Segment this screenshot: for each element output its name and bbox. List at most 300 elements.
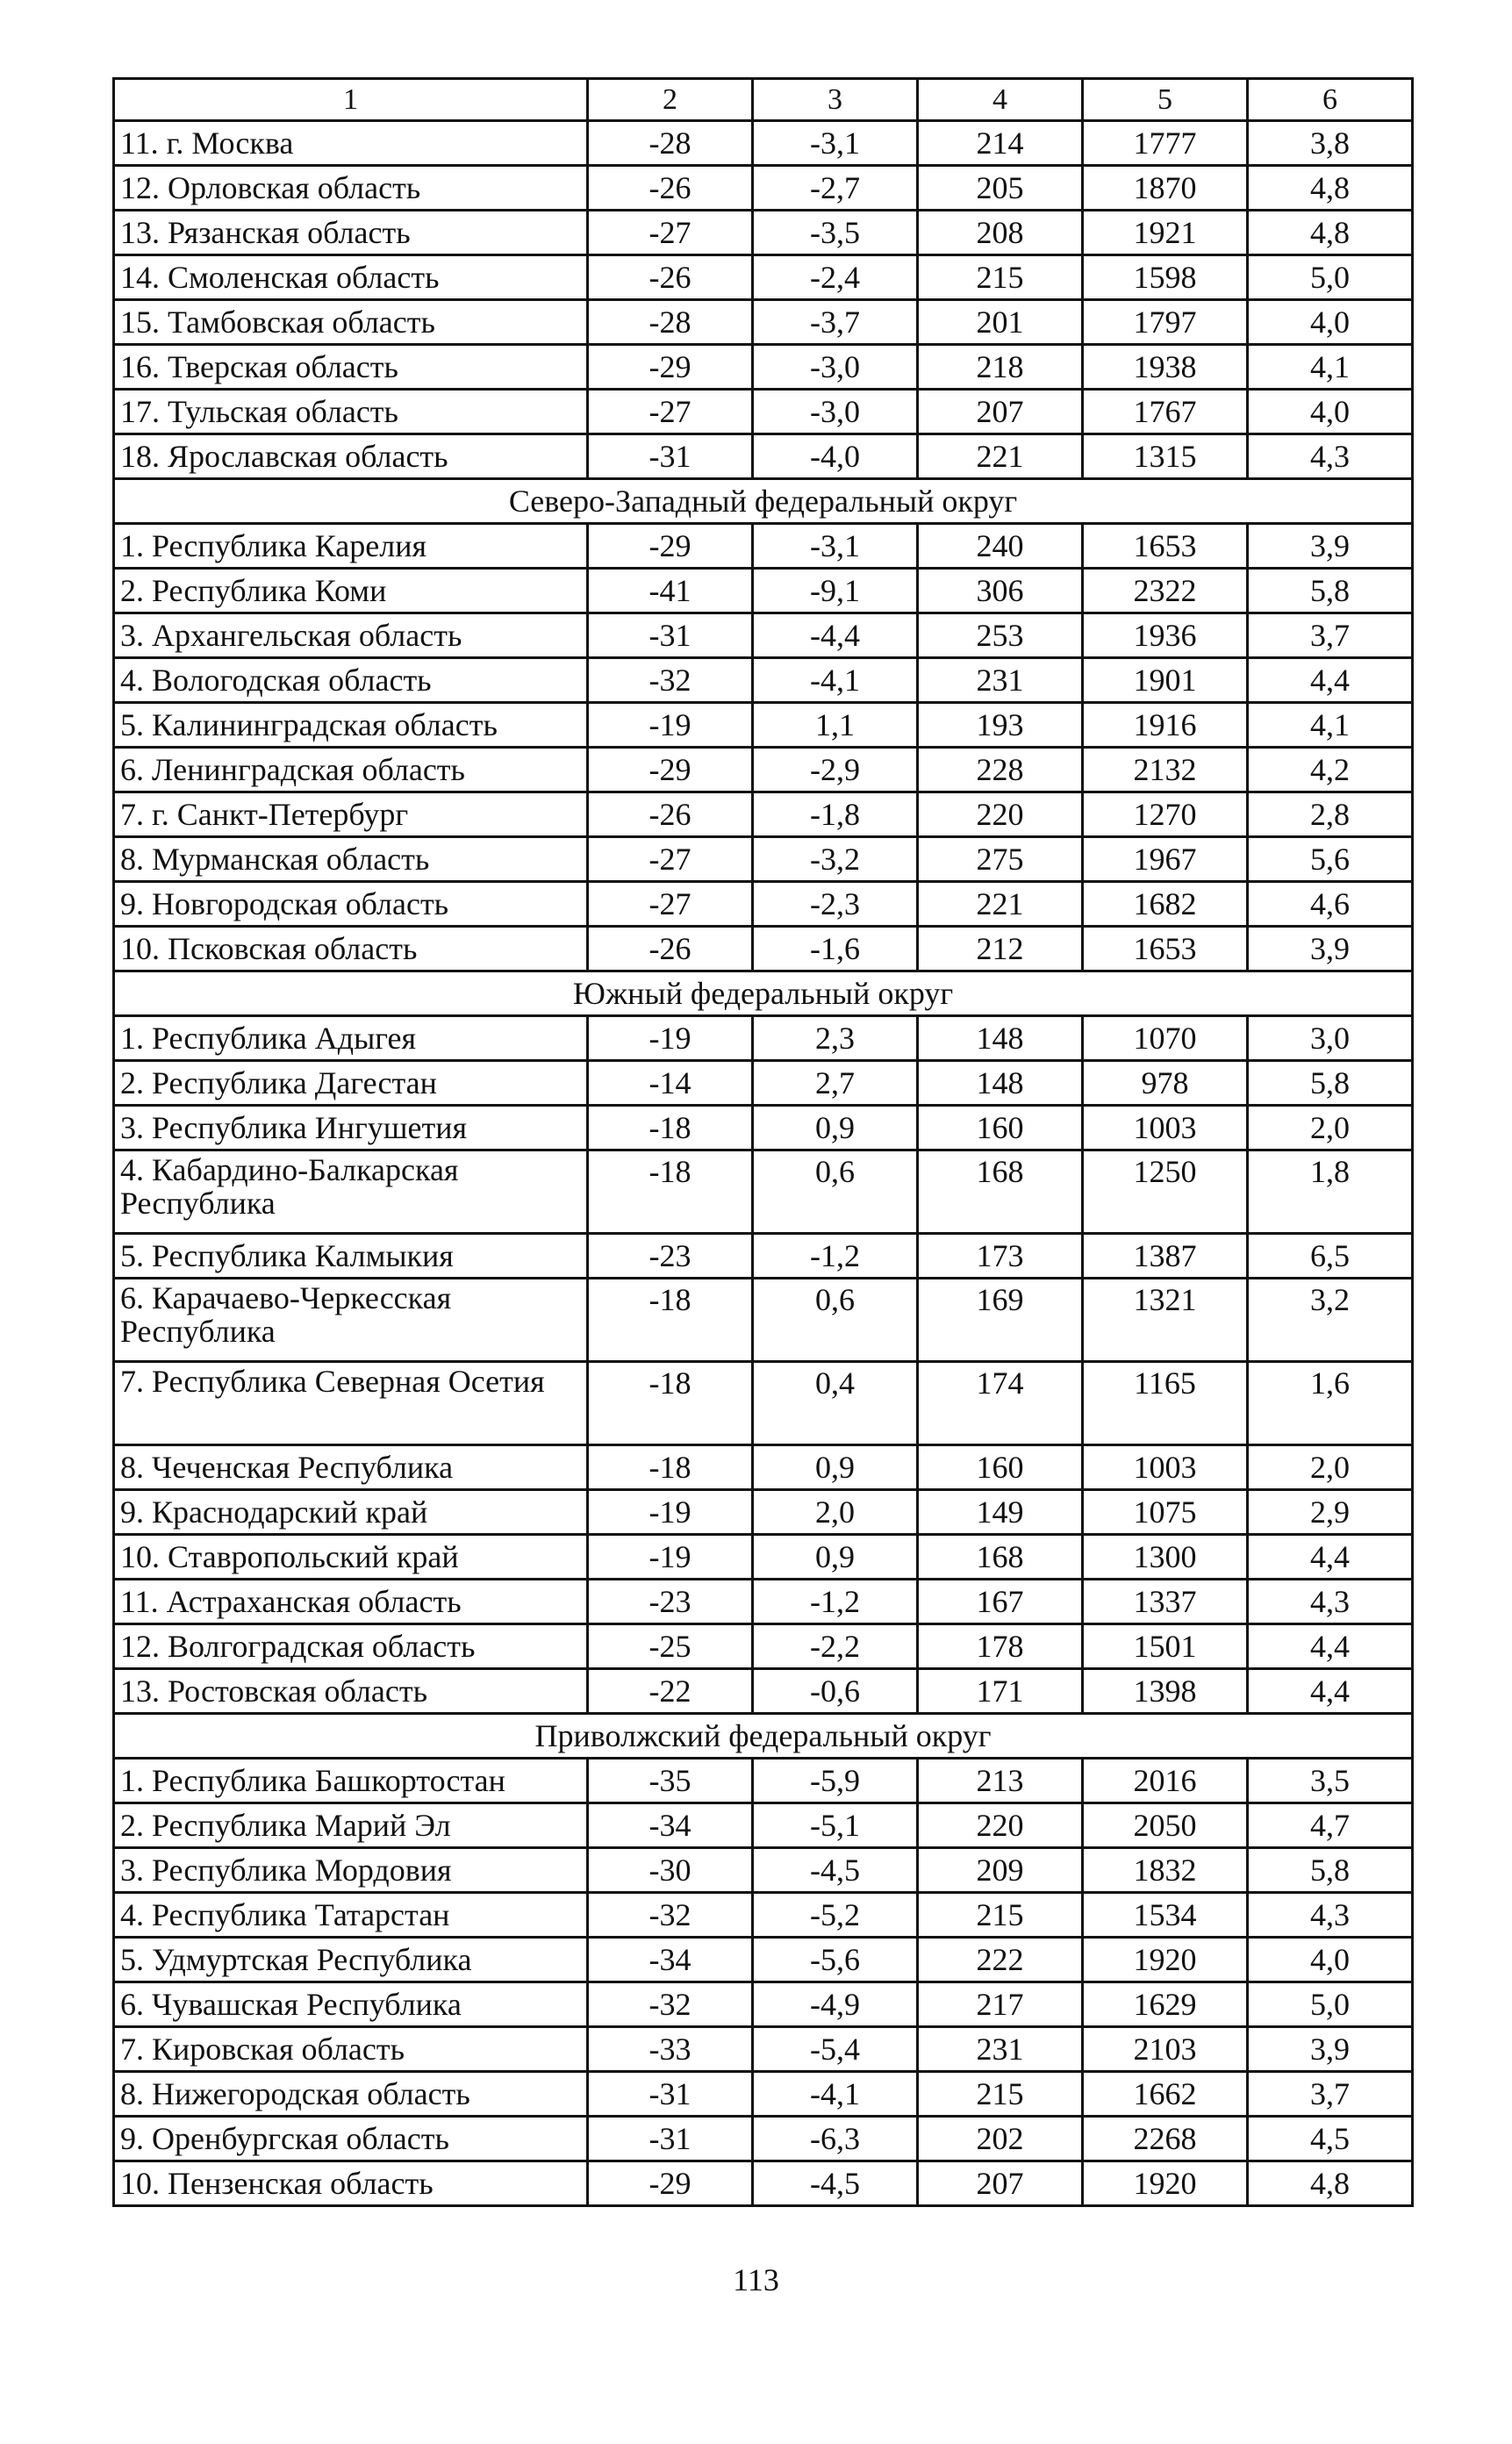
value-cell-col-2: -18 [588, 1106, 753, 1150]
value-cell-col-3: -5,1 [753, 1803, 918, 1848]
value-cell-col-6: 3,5 [1248, 1759, 1413, 1803]
value-cell-col-6: 3,9 [1248, 2027, 1413, 2072]
value-cell-col-6: 4,8 [1248, 211, 1413, 255]
value-cell-col-2: -27 [588, 390, 753, 434]
value-cell-col-5: 2016 [1083, 1759, 1248, 1803]
value-cell-col-4: 215 [918, 1893, 1083, 1938]
value-cell-col-6: 4,4 [1248, 658, 1413, 703]
value-cell-col-6: 1,6 [1248, 1362, 1413, 1445]
value-cell-col-6: 4,8 [1248, 166, 1413, 211]
value-cell-col-3: -9,1 [753, 569, 918, 613]
district-section-row [114, 1714, 1413, 1759]
value-cell-col-6: 1,8 [1248, 1150, 1413, 1234]
region-name-cell: 14. Смоленская область [114, 255, 588, 300]
value-cell-col-5: 1003 [1083, 1445, 1248, 1490]
value-cell-col-3: -5,2 [753, 1893, 918, 1938]
value-cell-col-6: 2,0 [1248, 1445, 1413, 1490]
table-row [114, 2027, 1413, 2072]
region-name-cell: 7. Кировская область [114, 2027, 588, 2072]
value-cell-col-3: -1,2 [753, 1580, 918, 1624]
value-cell-col-6: 5,8 [1248, 569, 1413, 613]
region-name-cell: 13. Рязанская область [114, 211, 588, 255]
value-cell-col-4: 217 [918, 1982, 1083, 2027]
region-name-cell: 11. Астраханская область [114, 1580, 588, 1624]
region-name-cell: 4. Республика Татарстан [114, 1893, 588, 1938]
district-section-title: Южный федеральный округ [114, 971, 1413, 1016]
region-name-cell: 3. Республика Ингушетия [114, 1106, 588, 1150]
value-cell-col-2: -19 [588, 1016, 753, 1061]
value-cell-col-4: 222 [918, 1938, 1083, 1982]
value-cell-col-2: -26 [588, 166, 753, 211]
value-cell-col-6: 4,6 [1248, 882, 1413, 927]
value-cell-col-5: 2132 [1083, 748, 1248, 792]
value-cell-col-2: -22 [588, 1669, 753, 1714]
value-cell-col-3: -3,0 [753, 345, 918, 390]
value-cell-col-4: 178 [918, 1624, 1083, 1669]
value-cell-col-6: 3,7 [1248, 613, 1413, 658]
region-name-cell: 10. Пензенская область [114, 2161, 588, 2206]
value-cell-col-2: -35 [588, 1759, 753, 1803]
column-number-3: 3 [753, 79, 918, 121]
value-cell-col-6: 3,0 [1248, 1016, 1413, 1061]
value-cell-col-2: -32 [588, 1982, 753, 2027]
value-cell-col-2: -28 [588, 121, 753, 166]
value-cell-col-3: 2,7 [753, 1061, 918, 1106]
value-cell-col-4: 168 [918, 1535, 1083, 1580]
table-row [114, 524, 1413, 569]
table-row [114, 837, 1413, 882]
value-cell-col-2: -41 [588, 569, 753, 613]
region-name-cell: 1. Республика Башкортостан [114, 1759, 588, 1803]
table-row [114, 300, 1413, 345]
table-row [114, 658, 1413, 703]
region-name-cell: 7. г. Санкт-Петербург [114, 792, 588, 837]
value-cell-col-4: 169 [918, 1279, 1083, 1362]
table-row [114, 1535, 1413, 1580]
value-cell-col-4: 201 [918, 300, 1083, 345]
value-cell-col-2: -31 [588, 2117, 753, 2161]
district-section-title: Северо-Западный федеральный округ [114, 479, 1413, 524]
table-row [114, 927, 1413, 971]
column-number-row [114, 79, 1413, 121]
value-cell-col-4: 193 [918, 703, 1083, 748]
column-number-5: 5 [1083, 79, 1248, 121]
value-cell-col-6: 4,5 [1248, 2117, 1413, 2161]
value-cell-col-3: -4,1 [753, 658, 918, 703]
region-name-cell: 12. Волгоградская область [114, 1624, 588, 1669]
region-name-cell: 4. Кабардино-Балкарская Республика [114, 1150, 588, 1234]
region-name-cell: 18. Ярославская область [114, 434, 588, 479]
value-cell-col-4: 208 [918, 211, 1083, 255]
table-row [114, 345, 1413, 390]
value-cell-col-4: 306 [918, 569, 1083, 613]
value-cell-col-5: 1315 [1083, 434, 1248, 479]
table-row [114, 2072, 1413, 2117]
region-name-cell: 4. Вологодская область [114, 658, 588, 703]
table-row [114, 1938, 1413, 1982]
value-cell-col-3: -1,2 [753, 1234, 918, 1279]
value-cell-col-4: 149 [918, 1490, 1083, 1535]
value-cell-col-5: 2050 [1083, 1803, 1248, 1848]
table-row [114, 1150, 1413, 1234]
value-cell-col-3: 1,1 [753, 703, 918, 748]
table-row [114, 255, 1413, 300]
region-name-cell: 17. Тульская область [114, 390, 588, 434]
column-number-1: 1 [114, 79, 588, 121]
value-cell-col-3: -4,1 [753, 2072, 918, 2117]
value-cell-col-4: 253 [918, 613, 1083, 658]
value-cell-col-4: 220 [918, 792, 1083, 837]
value-cell-col-4: 167 [918, 1580, 1083, 1624]
region-name-cell: 6. Чувашская Республика [114, 1982, 588, 2027]
value-cell-col-3: -3,2 [753, 837, 918, 882]
value-cell-col-5: 1387 [1083, 1234, 1248, 1279]
value-cell-col-3: -1,6 [753, 927, 918, 971]
value-cell-col-2: -33 [588, 2027, 753, 2072]
value-cell-col-3: 0,6 [753, 1150, 918, 1234]
page-number: 113 [733, 2262, 779, 2297]
value-cell-col-6: 4,2 [1248, 748, 1413, 792]
value-cell-col-5: 1936 [1083, 613, 1248, 658]
table-row [114, 1803, 1413, 1848]
region-name-cell: 16. Тверская область [114, 345, 588, 390]
value-cell-col-4: 220 [918, 1803, 1083, 1848]
value-cell-col-4: 173 [918, 1234, 1083, 1279]
value-cell-col-2: -29 [588, 345, 753, 390]
region-name-cell: 6. Ленинградская область [114, 748, 588, 792]
table-row [114, 1982, 1413, 2027]
value-cell-col-2: -32 [588, 658, 753, 703]
value-cell-col-4: 168 [918, 1150, 1083, 1234]
value-cell-col-5: 1598 [1083, 255, 1248, 300]
climate-data-table [112, 77, 1414, 2207]
table-row [114, 390, 1413, 434]
value-cell-col-3: -2,9 [753, 748, 918, 792]
value-cell-col-5: 978 [1083, 1061, 1248, 1106]
region-name-cell: 9. Оренбургская область [114, 2117, 588, 2161]
value-cell-col-3: -4,5 [753, 2161, 918, 2206]
value-cell-col-5: 1662 [1083, 2072, 1248, 2117]
value-cell-col-4: 160 [918, 1445, 1083, 1490]
value-cell-col-3: 0,6 [753, 1279, 918, 1362]
table-row [114, 2161, 1413, 2206]
value-cell-col-5: 1629 [1083, 1982, 1248, 2027]
value-cell-col-4: 275 [918, 837, 1083, 882]
table-row [114, 882, 1413, 927]
region-name-cell: 2. Республика Дагестан [114, 1061, 588, 1106]
value-cell-col-6: 4,0 [1248, 390, 1413, 434]
table-row [114, 613, 1413, 658]
region-name-cell: 8. Чеченская Республика [114, 1445, 588, 1490]
value-cell-col-4: 160 [918, 1106, 1083, 1150]
value-cell-col-6: 5,6 [1248, 837, 1413, 882]
region-name-cell: 2. Республика Марий Эл [114, 1803, 588, 1848]
value-cell-col-3: -4,5 [753, 1848, 918, 1893]
value-cell-col-5: 1070 [1083, 1016, 1248, 1061]
value-cell-col-6: 2,9 [1248, 1490, 1413, 1535]
value-cell-col-3: -2,7 [753, 166, 918, 211]
value-cell-col-5: 1832 [1083, 1848, 1248, 1893]
value-cell-col-2: -19 [588, 1490, 753, 1535]
value-cell-col-4: 205 [918, 166, 1083, 211]
value-cell-col-3: -2,3 [753, 882, 918, 927]
table-row [114, 1106, 1413, 1150]
value-cell-col-4: 212 [918, 927, 1083, 971]
value-cell-col-5: 1682 [1083, 882, 1248, 927]
region-name-cell: 8. Мурманская область [114, 837, 588, 882]
region-name-cell: 13. Ростовская область [114, 1669, 588, 1714]
value-cell-col-2: -31 [588, 613, 753, 658]
value-cell-col-2: -18 [588, 1279, 753, 1362]
value-cell-col-5: 1398 [1083, 1669, 1248, 1714]
table-row [114, 2117, 1413, 2161]
region-name-cell: 9. Новгородская область [114, 882, 588, 927]
value-cell-col-3: -3,5 [753, 211, 918, 255]
table-row [114, 1279, 1413, 1362]
value-cell-col-6: 4,7 [1248, 1803, 1413, 1848]
value-cell-col-2: -32 [588, 1893, 753, 1938]
table-row [114, 1445, 1413, 1490]
value-cell-col-2: -18 [588, 1362, 753, 1445]
district-section-title: Приволжский федеральный округ [114, 1714, 1413, 1759]
region-name-cell: 7. Республика Северная Осетия [114, 1362, 588, 1445]
value-cell-col-6: 4,3 [1248, 434, 1413, 479]
value-cell-col-4: 228 [918, 748, 1083, 792]
value-cell-col-5: 1767 [1083, 390, 1248, 434]
value-cell-col-2: -31 [588, 2072, 753, 2117]
value-cell-col-5: 1920 [1083, 1938, 1248, 1982]
value-cell-col-5: 1534 [1083, 1893, 1248, 1938]
value-cell-col-2: -28 [588, 300, 753, 345]
value-cell-col-3: -2,2 [753, 1624, 918, 1669]
value-cell-col-6: 6,5 [1248, 1234, 1413, 1279]
region-name-cell: 1. Республика Карелия [114, 524, 588, 569]
value-cell-col-3: -4,9 [753, 1982, 918, 2027]
region-name-cell: 3. Республика Мордовия [114, 1848, 588, 1893]
value-cell-col-2: -19 [588, 1535, 753, 1580]
value-cell-col-5: 1337 [1083, 1580, 1248, 1624]
table-row [114, 211, 1413, 255]
value-cell-col-5: 1653 [1083, 524, 1248, 569]
value-cell-col-4: 148 [918, 1016, 1083, 1061]
value-cell-col-2: -31 [588, 434, 753, 479]
region-name-cell: 10. Псковская область [114, 927, 588, 971]
value-cell-col-3: -4,0 [753, 434, 918, 479]
value-cell-col-2: -34 [588, 1803, 753, 1848]
value-cell-col-6: 4,8 [1248, 2161, 1413, 2206]
column-number-2: 2 [588, 79, 753, 121]
value-cell-col-3: -2,4 [753, 255, 918, 300]
value-cell-col-5: 1321 [1083, 1279, 1248, 1362]
value-cell-col-5: 1653 [1083, 927, 1248, 971]
value-cell-col-2: -30 [588, 1848, 753, 1893]
table-row [114, 121, 1413, 166]
value-cell-col-6: 3,2 [1248, 1279, 1413, 1362]
value-cell-col-5: 1916 [1083, 703, 1248, 748]
value-cell-col-3: 0,9 [753, 1106, 918, 1150]
value-cell-col-2: -27 [588, 837, 753, 882]
table-row [114, 166, 1413, 211]
region-name-cell: 6. Карачаево-Черкесская Республика [114, 1279, 588, 1362]
value-cell-col-5: 1938 [1083, 345, 1248, 390]
value-cell-col-2: -34 [588, 1938, 753, 1982]
value-cell-col-5: 2322 [1083, 569, 1248, 613]
region-name-cell: 15. Тамбовская область [114, 300, 588, 345]
value-cell-col-6: 4,3 [1248, 1580, 1413, 1624]
district-section-row [114, 971, 1413, 1016]
value-cell-col-6: 4,4 [1248, 1669, 1413, 1714]
value-cell-col-6: 3,9 [1248, 524, 1413, 569]
value-cell-col-3: 0,4 [753, 1362, 918, 1445]
table-row [114, 1061, 1413, 1106]
table-row [114, 1759, 1413, 1803]
table-row [114, 434, 1413, 479]
value-cell-col-5: 1501 [1083, 1624, 1248, 1669]
value-cell-col-2: -29 [588, 524, 753, 569]
value-cell-col-3: -3,7 [753, 300, 918, 345]
table-row [114, 1362, 1413, 1445]
value-cell-col-4: 221 [918, 434, 1083, 479]
value-cell-col-3: -3,1 [753, 121, 918, 166]
table-row [114, 1669, 1413, 1714]
value-cell-col-3: -1,8 [753, 792, 918, 837]
value-cell-col-2: -26 [588, 255, 753, 300]
value-cell-col-4: 209 [918, 1848, 1083, 1893]
value-cell-col-2: -27 [588, 882, 753, 927]
column-number-4: 4 [918, 79, 1083, 121]
value-cell-col-5: 1967 [1083, 837, 1248, 882]
value-cell-col-6: 3,8 [1248, 121, 1413, 166]
table-row [114, 703, 1413, 748]
value-cell-col-5: 1921 [1083, 211, 1248, 255]
value-cell-col-6: 4,3 [1248, 1893, 1413, 1938]
region-name-cell: 9. Краснодарский край [114, 1490, 588, 1535]
value-cell-col-3: -5,9 [753, 1759, 918, 1803]
value-cell-col-4: 221 [918, 882, 1083, 927]
value-cell-col-3: 2,0 [753, 1490, 918, 1535]
table-row [114, 1234, 1413, 1279]
value-cell-col-5: 1075 [1083, 1490, 1248, 1535]
value-cell-col-6: 4,1 [1248, 703, 1413, 748]
value-cell-col-4: 215 [918, 255, 1083, 300]
value-cell-col-5: 1777 [1083, 121, 1248, 166]
value-cell-col-2: -19 [588, 703, 753, 748]
region-name-cell: 3. Архангельская область [114, 613, 588, 658]
value-cell-col-5: 2103 [1083, 2027, 1248, 2072]
value-cell-col-4: 202 [918, 2117, 1083, 2161]
value-cell-col-3: -0,6 [753, 1669, 918, 1714]
table-row [114, 1490, 1413, 1535]
value-cell-col-4: 231 [918, 2027, 1083, 2072]
value-cell-col-6: 5,8 [1248, 1848, 1413, 1893]
table-body [114, 79, 1413, 2206]
value-cell-col-4: 207 [918, 2161, 1083, 2206]
value-cell-col-3: -3,1 [753, 524, 918, 569]
value-cell-col-3: 0,9 [753, 1445, 918, 1490]
value-cell-col-3: 0,9 [753, 1535, 918, 1580]
region-name-cell: 8. Нижегородская область [114, 2072, 588, 2117]
value-cell-col-3: -3,0 [753, 390, 918, 434]
value-cell-col-4: 171 [918, 1669, 1083, 1714]
value-cell-col-5: 1901 [1083, 658, 1248, 703]
value-cell-col-6: 5,8 [1248, 1061, 1413, 1106]
value-cell-col-2: -18 [588, 1150, 753, 1234]
value-cell-col-3: -5,4 [753, 2027, 918, 2072]
value-cell-col-5: 1270 [1083, 792, 1248, 837]
value-cell-col-2: -25 [588, 1624, 753, 1669]
value-cell-col-3: -5,6 [753, 1938, 918, 1982]
value-cell-col-2: -26 [588, 792, 753, 837]
column-number-6: 6 [1248, 79, 1413, 121]
value-cell-col-2: -18 [588, 1445, 753, 1490]
value-cell-col-6: 4,4 [1248, 1624, 1413, 1669]
table-row [114, 1016, 1413, 1061]
region-name-cell: 10. Ставропольский край [114, 1535, 588, 1580]
table-row [114, 792, 1413, 837]
value-cell-col-2: -27 [588, 211, 753, 255]
value-cell-col-5: 1300 [1083, 1535, 1248, 1580]
value-cell-col-3: -4,4 [753, 613, 918, 658]
value-cell-col-4: 218 [918, 345, 1083, 390]
value-cell-col-5: 1003 [1083, 1106, 1248, 1150]
value-cell-col-6: 4,0 [1248, 300, 1413, 345]
value-cell-col-5: 1870 [1083, 166, 1248, 211]
value-cell-col-6: 2,0 [1248, 1106, 1413, 1150]
value-cell-col-5: 1250 [1083, 1150, 1248, 1234]
value-cell-col-4: 207 [918, 390, 1083, 434]
value-cell-col-6: 3,9 [1248, 927, 1413, 971]
value-cell-col-6: 4,4 [1248, 1535, 1413, 1580]
value-cell-col-2: -23 [588, 1580, 753, 1624]
table-row [114, 569, 1413, 613]
value-cell-col-4: 231 [918, 658, 1083, 703]
value-cell-col-2: -14 [588, 1061, 753, 1106]
value-cell-col-4: 215 [918, 2072, 1083, 2117]
value-cell-col-5: 1797 [1083, 300, 1248, 345]
value-cell-col-2: -26 [588, 927, 753, 971]
value-cell-col-6: 2,8 [1248, 792, 1413, 837]
value-cell-col-6: 4,1 [1248, 345, 1413, 390]
table-row [114, 1624, 1413, 1669]
table-row [114, 1848, 1413, 1893]
value-cell-col-6: 5,0 [1248, 1982, 1413, 2027]
value-cell-col-2: -29 [588, 2161, 753, 2206]
value-cell-col-4: 214 [918, 121, 1083, 166]
region-name-cell: 1. Республика Адыгея [114, 1016, 588, 1061]
value-cell-col-4: 213 [918, 1759, 1083, 1803]
district-section-row [114, 479, 1413, 524]
value-cell-col-4: 240 [918, 524, 1083, 569]
value-cell-col-4: 148 [918, 1061, 1083, 1106]
value-cell-col-5: 1920 [1083, 2161, 1248, 2206]
table-row [114, 748, 1413, 792]
value-cell-col-2: -29 [588, 748, 753, 792]
region-name-cell: 12. Орловская область [114, 166, 588, 211]
value-cell-col-3: 2,3 [753, 1016, 918, 1061]
value-cell-col-5: 1165 [1083, 1362, 1248, 1445]
region-name-cell: 2. Республика Коми [114, 569, 588, 613]
region-name-cell: 11. г. Москва [114, 121, 588, 166]
region-name-cell: 5. Республика Калмыкия [114, 1234, 588, 1279]
value-cell-col-6: 5,0 [1248, 255, 1413, 300]
value-cell-col-4: 174 [918, 1362, 1083, 1445]
value-cell-col-6: 4,0 [1248, 1938, 1413, 1982]
value-cell-col-5: 2268 [1083, 2117, 1248, 2161]
table-row [114, 1893, 1413, 1938]
region-name-cell: 5. Калининградская область [114, 703, 588, 748]
value-cell-col-3: -6,3 [753, 2117, 918, 2161]
value-cell-col-6: 3,7 [1248, 2072, 1413, 2117]
